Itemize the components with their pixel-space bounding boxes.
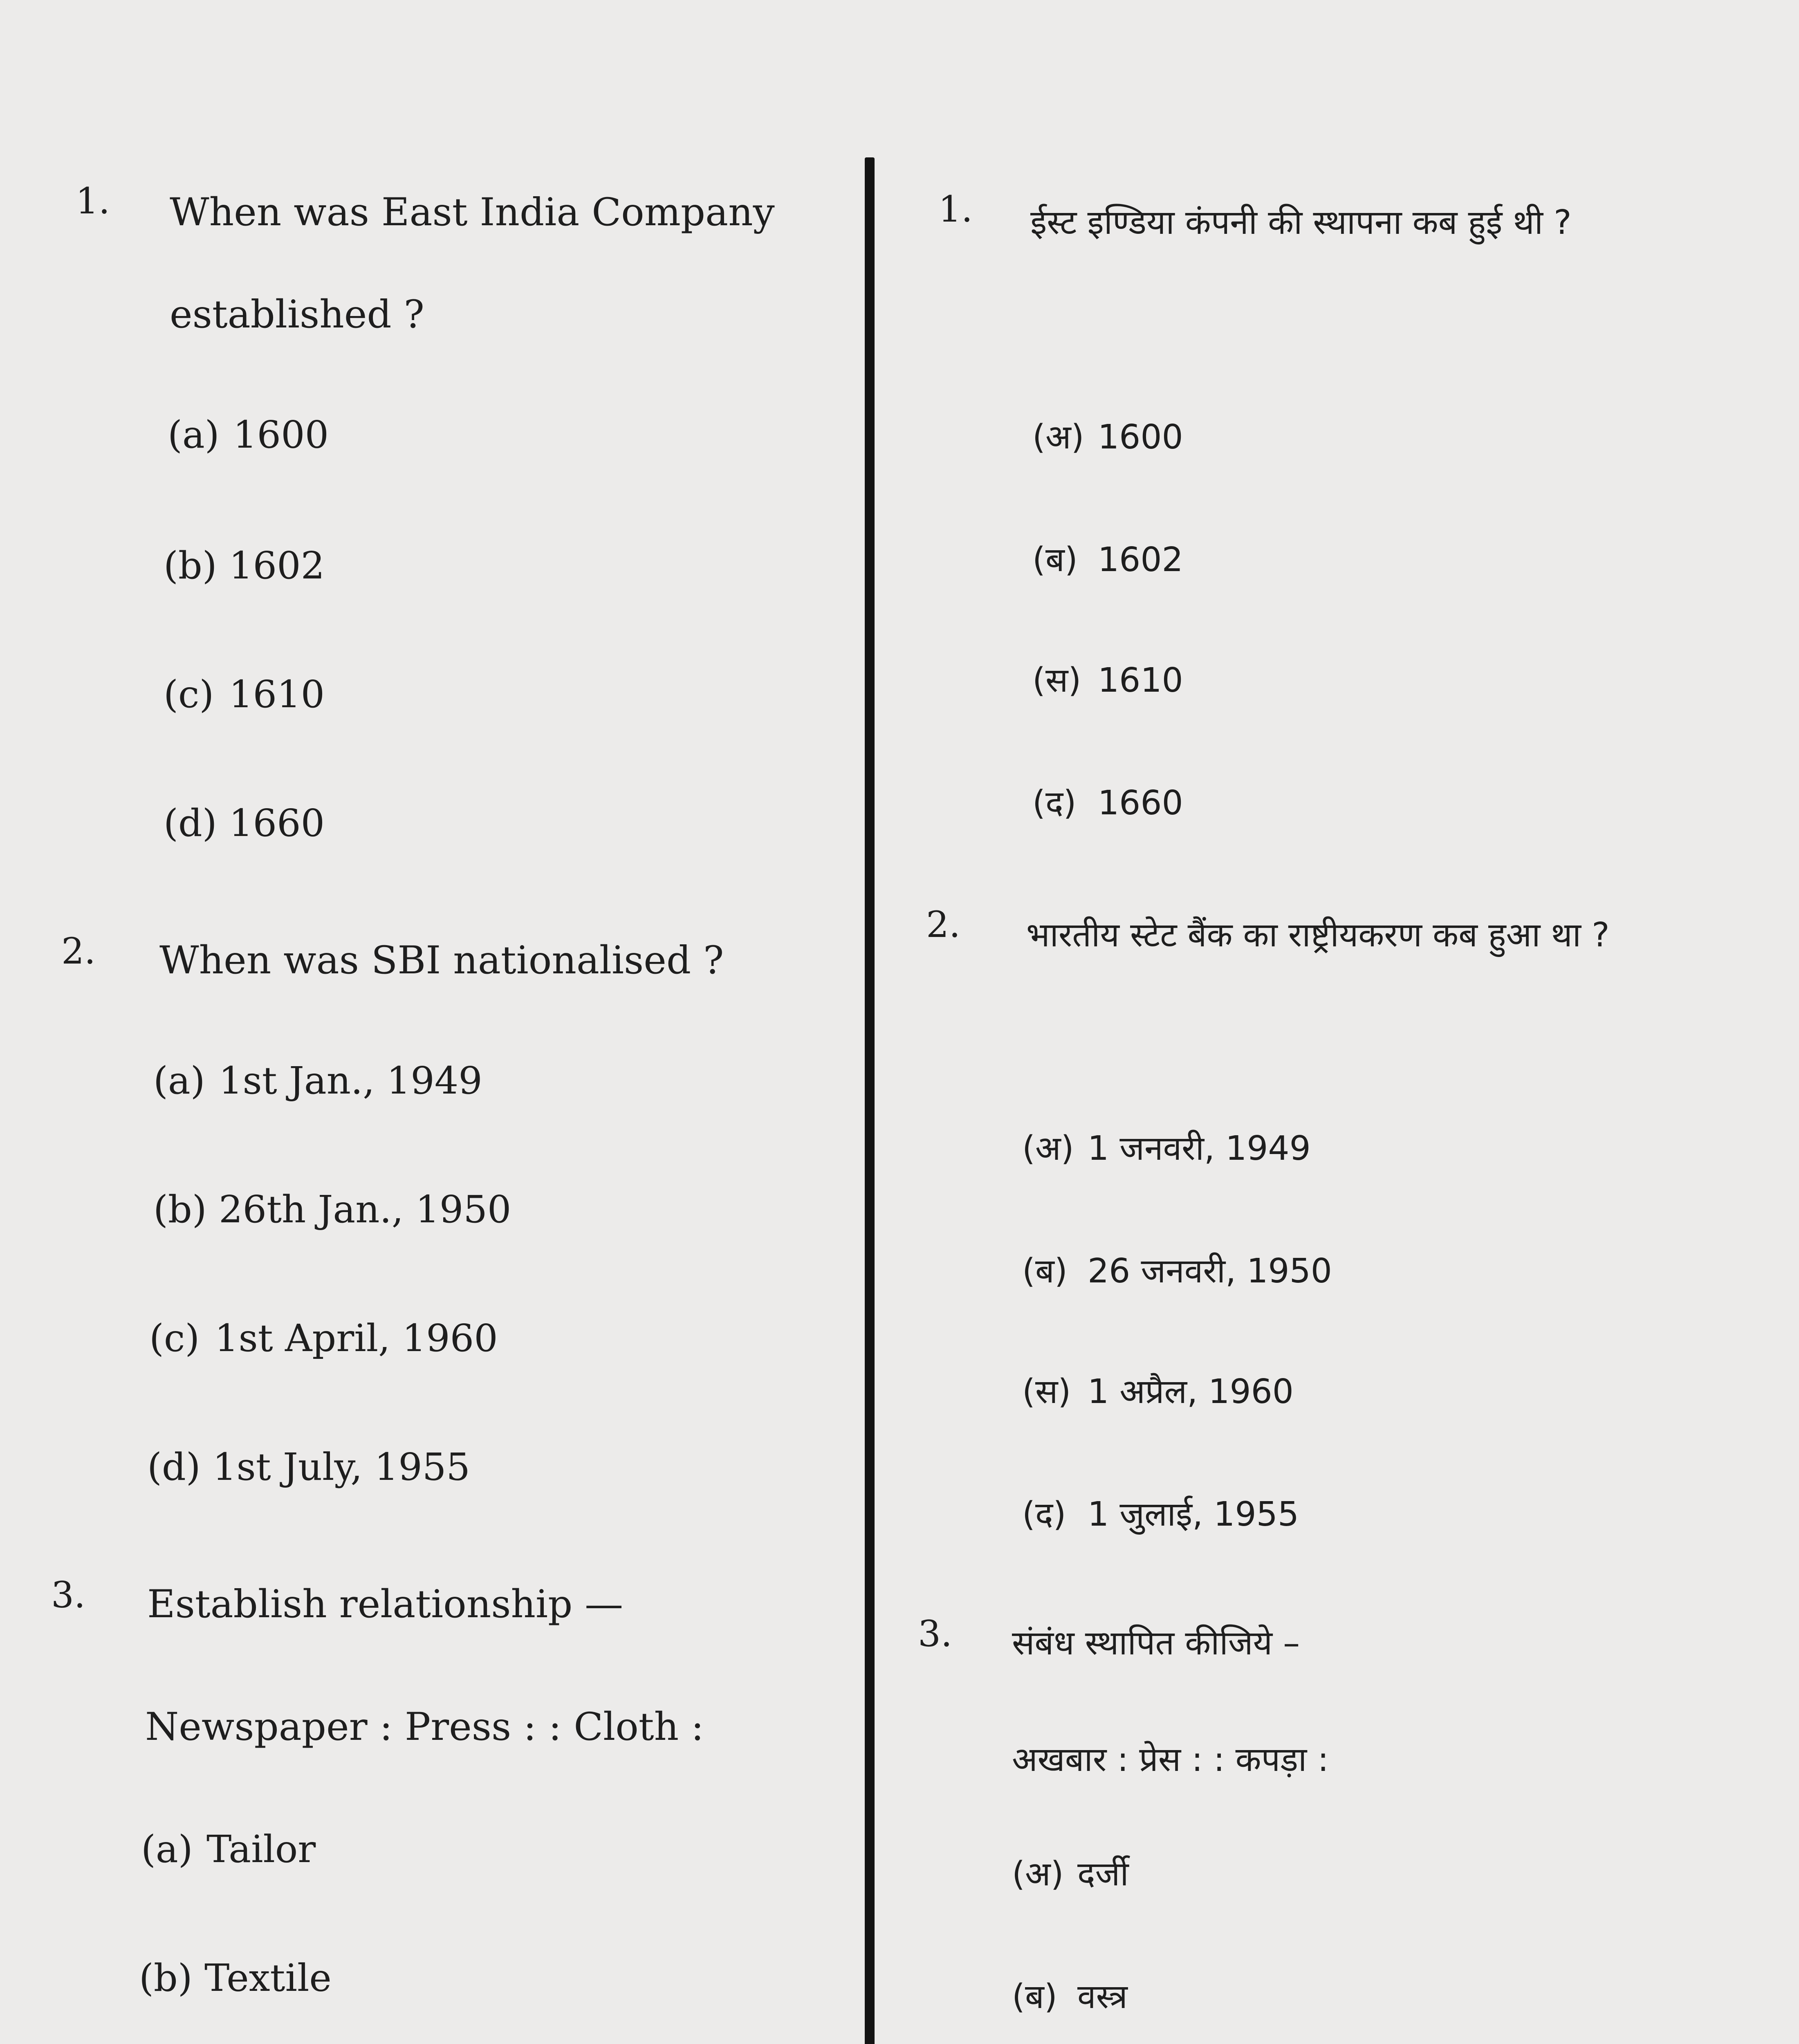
option-d [164,801,325,845]
option-label: (c) [149,1316,200,1360]
option-c [164,672,325,716]
question-text: भारतीय स्टेट बैंक का राष्ट्रीयकरण कब हुआ था ? [1026,916,1610,955]
option-a [141,1827,316,1871]
question-number: 3. [51,1574,85,1616]
question-subtext: Newspaper : Press : : Cloth : [145,1705,704,1749]
option-text: 1660 [1098,784,1183,823]
option-d [1032,779,1183,825]
option-text: 1660 [229,801,325,845]
option-c [1032,656,1183,702]
option-label: (स) [1022,1372,1071,1411]
option-text: Tailor [206,1827,316,1871]
option-text: 1 अप्रैल, 1960 [1088,1372,1294,1411]
option-text: दर्जी [1077,1855,1129,1894]
option-text: 1st July, 1955 [213,1445,470,1489]
option-c [1022,1367,1294,1413]
option-text: 1 जनवरी, 1949 [1088,1129,1311,1168]
question-number: 1. [938,188,973,230]
option-label: (ब) [1032,540,1078,579]
option-label: (अ) [1032,418,1084,457]
option-label: (ब) [1022,1252,1068,1291]
option-label: (a) [168,413,220,457]
option-text: 1 जुलाई, 1955 [1088,1495,1299,1534]
option-c [149,1316,498,1360]
option-text: वस्त्र [1077,1977,1128,2016]
option-d [1022,1490,1299,1536]
option-a [153,1059,482,1103]
option-label: (अ) [1012,1855,1064,1894]
question-number: 2. [926,903,960,946]
option-text: 1600 [1098,418,1183,457]
question-number: 1. [76,180,110,222]
option-text: 1600 [233,413,329,457]
question-text: ईस्ट इण्डिया कंपनी की स्थापना कब हुई थी ? [1030,203,1572,242]
option-text: 26 जनवरी, 1950 [1088,1252,1332,1291]
option-a [168,413,329,457]
option-label: (द) [1032,784,1077,823]
option-label: (b) [164,544,217,587]
question-number: 2. [61,930,96,972]
option-a [1022,1124,1311,1170]
option-text: 1610 [1098,661,1183,700]
option-d [147,1445,470,1489]
question-text: When was East India Company established ? [170,190,775,337]
option-label: (स) [1032,661,1081,700]
option-label: (d) [147,1445,201,1489]
column-divider [865,157,875,2044]
option-a [1032,413,1183,459]
option-text: 1602 [1098,540,1183,579]
option-label: (द) [1022,1495,1066,1534]
question-text: संबंध स्थापित कीजिये – [1012,1624,1300,1663]
option-label: (d) [164,801,217,845]
option-text: 1602 [229,544,325,587]
option-label: (a) [153,1059,205,1103]
option-label: (b) [139,1956,193,2000]
question-text: Establish relationship — [147,1582,624,1627]
option-b [164,544,325,587]
option-label: (a) [141,1827,193,1871]
option-label: (अ) [1022,1129,1074,1168]
question-text: When was SBI nationalised ? [159,938,724,983]
option-b [1032,536,1183,581]
option-label: (b) [153,1188,207,1231]
option-b [1022,1247,1332,1293]
question-number: 3. [918,1613,952,1655]
option-b [1012,1972,1128,2018]
option-label: (c) [164,672,214,716]
option-a [1012,1850,1129,1896]
option-b [153,1188,511,1231]
option-text: Textile [204,1956,332,2000]
option-label: (ब) [1012,1977,1057,2016]
option-text: 1610 [229,672,325,716]
option-text: 1st April, 1960 [215,1316,498,1360]
question-subtext: अखबार : प्रेस : : कपड़ा : [1012,1740,1329,1779]
option-text: 26th Jan., 1950 [219,1188,511,1231]
option-text: 1st Jan., 1949 [219,1059,482,1103]
option-b [139,1956,332,2000]
